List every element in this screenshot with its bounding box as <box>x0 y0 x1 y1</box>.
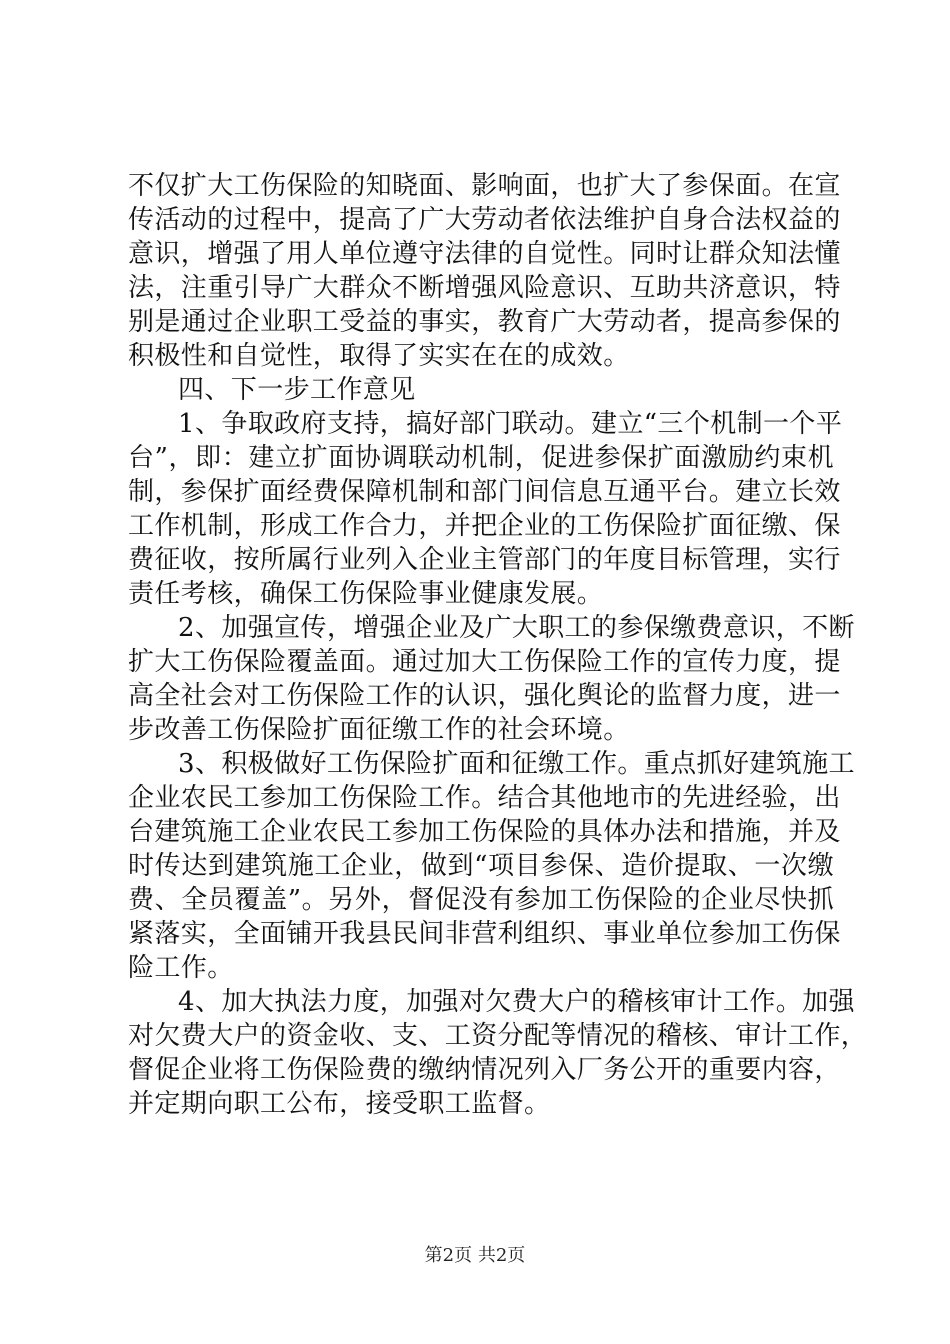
body-line: 对欠费大户的资金收、支、工资分配等情况的稽核、审计工作， <box>128 1021 868 1051</box>
body-line: 制，参保扩面经费保障机制和部门间信息互通平台。建立长效 <box>128 477 841 507</box>
body-line: 意识，增强了用人单位遵守法律的自觉性。同时让群众知法懂 <box>128 239 841 269</box>
body-line: 台”，即：建立扩面协调联动机制，促进参保扩面激励约束机 <box>128 443 834 473</box>
body-line: 时传达到建筑施工企业，做到“项目参保、造价提取、一次缴 <box>128 851 834 881</box>
document-body <box>128 169 868 1121</box>
body-line: 传活动的过程中，提高了广大劳动者依法维护自身合法权益的 <box>128 205 841 235</box>
page-number-footer: 第2页 共2页 <box>424 1245 526 1266</box>
body-line: 法，注重引导广大群众不断增强风险意识、互助共济意识，特 <box>128 273 841 303</box>
body-line: 责任考核，确保工伤保险事业健康发展。 <box>128 579 604 609</box>
body-line: 督促企业将工伤保险费的缴纳情况列入厂务公开的重要内容， <box>128 1055 841 1085</box>
body-line: 紧落实，全面铺开我县民间非营利组织、事业单位参加工伤保 <box>128 919 841 949</box>
body-line: 不仅扩大工伤保险的知晓面、影响面，也扩大了参保面。在宣 <box>128 171 841 201</box>
body-line: 步改善工伤保险扩面征缴工作的社会环境。 <box>128 715 630 745</box>
body-line: 企业农民工参加工伤保险工作。结合其他地市的先进经验，出 <box>128 783 841 813</box>
body-line: 台建筑施工企业农民工参加工伤保险的具体办法和措施，并及 <box>128 817 841 847</box>
paragraph-4-start: 4、加大执法力度，加强对欠费大户的稽核审计工作。加强 <box>178 987 855 1017</box>
paragraph-3-start: 3、积极做好工伤保险扩面和征缴工作。重点抓好建筑施工 <box>178 749 855 779</box>
paragraph-1-start: 1、争取政府支持，搞好部门联动。建立“三个机制一个平 <box>178 409 843 439</box>
body-line: 费、全员覆盖”。另外，督促没有参加工伤保险的企业尽快抓 <box>128 885 834 915</box>
body-line: 工作机制，形成工作合力，并把企业的工伤保险扩面征缴、保 <box>128 511 841 541</box>
body-line: 费征收，按所属行业列入企业主管部门的年度目标管理，实行 <box>128 545 841 575</box>
body-line: 并定期向职工公布，接受职工监督。 <box>128 1089 551 1119</box>
body-line: 险工作。 <box>128 953 234 983</box>
section-heading: 四、下一步工作意见 <box>178 375 416 405</box>
body-line: 扩大工伤保险覆盖面。通过加大工伤保险工作的宣传力度，提 <box>128 647 841 677</box>
body-line: 别是通过企业职工受益的事实，教育广大劳动者，提高参保的 <box>128 307 841 337</box>
body-line: 高全社会对工伤保险工作的认识，强化舆论的监督力度，进一 <box>128 681 841 711</box>
paragraph-2-start: 2、加强宣传，增强企业及广大职工的参保缴费意识，不断 <box>178 613 855 643</box>
body-line: 积极性和自觉性，取得了实实在在的成效。 <box>128 341 630 371</box>
